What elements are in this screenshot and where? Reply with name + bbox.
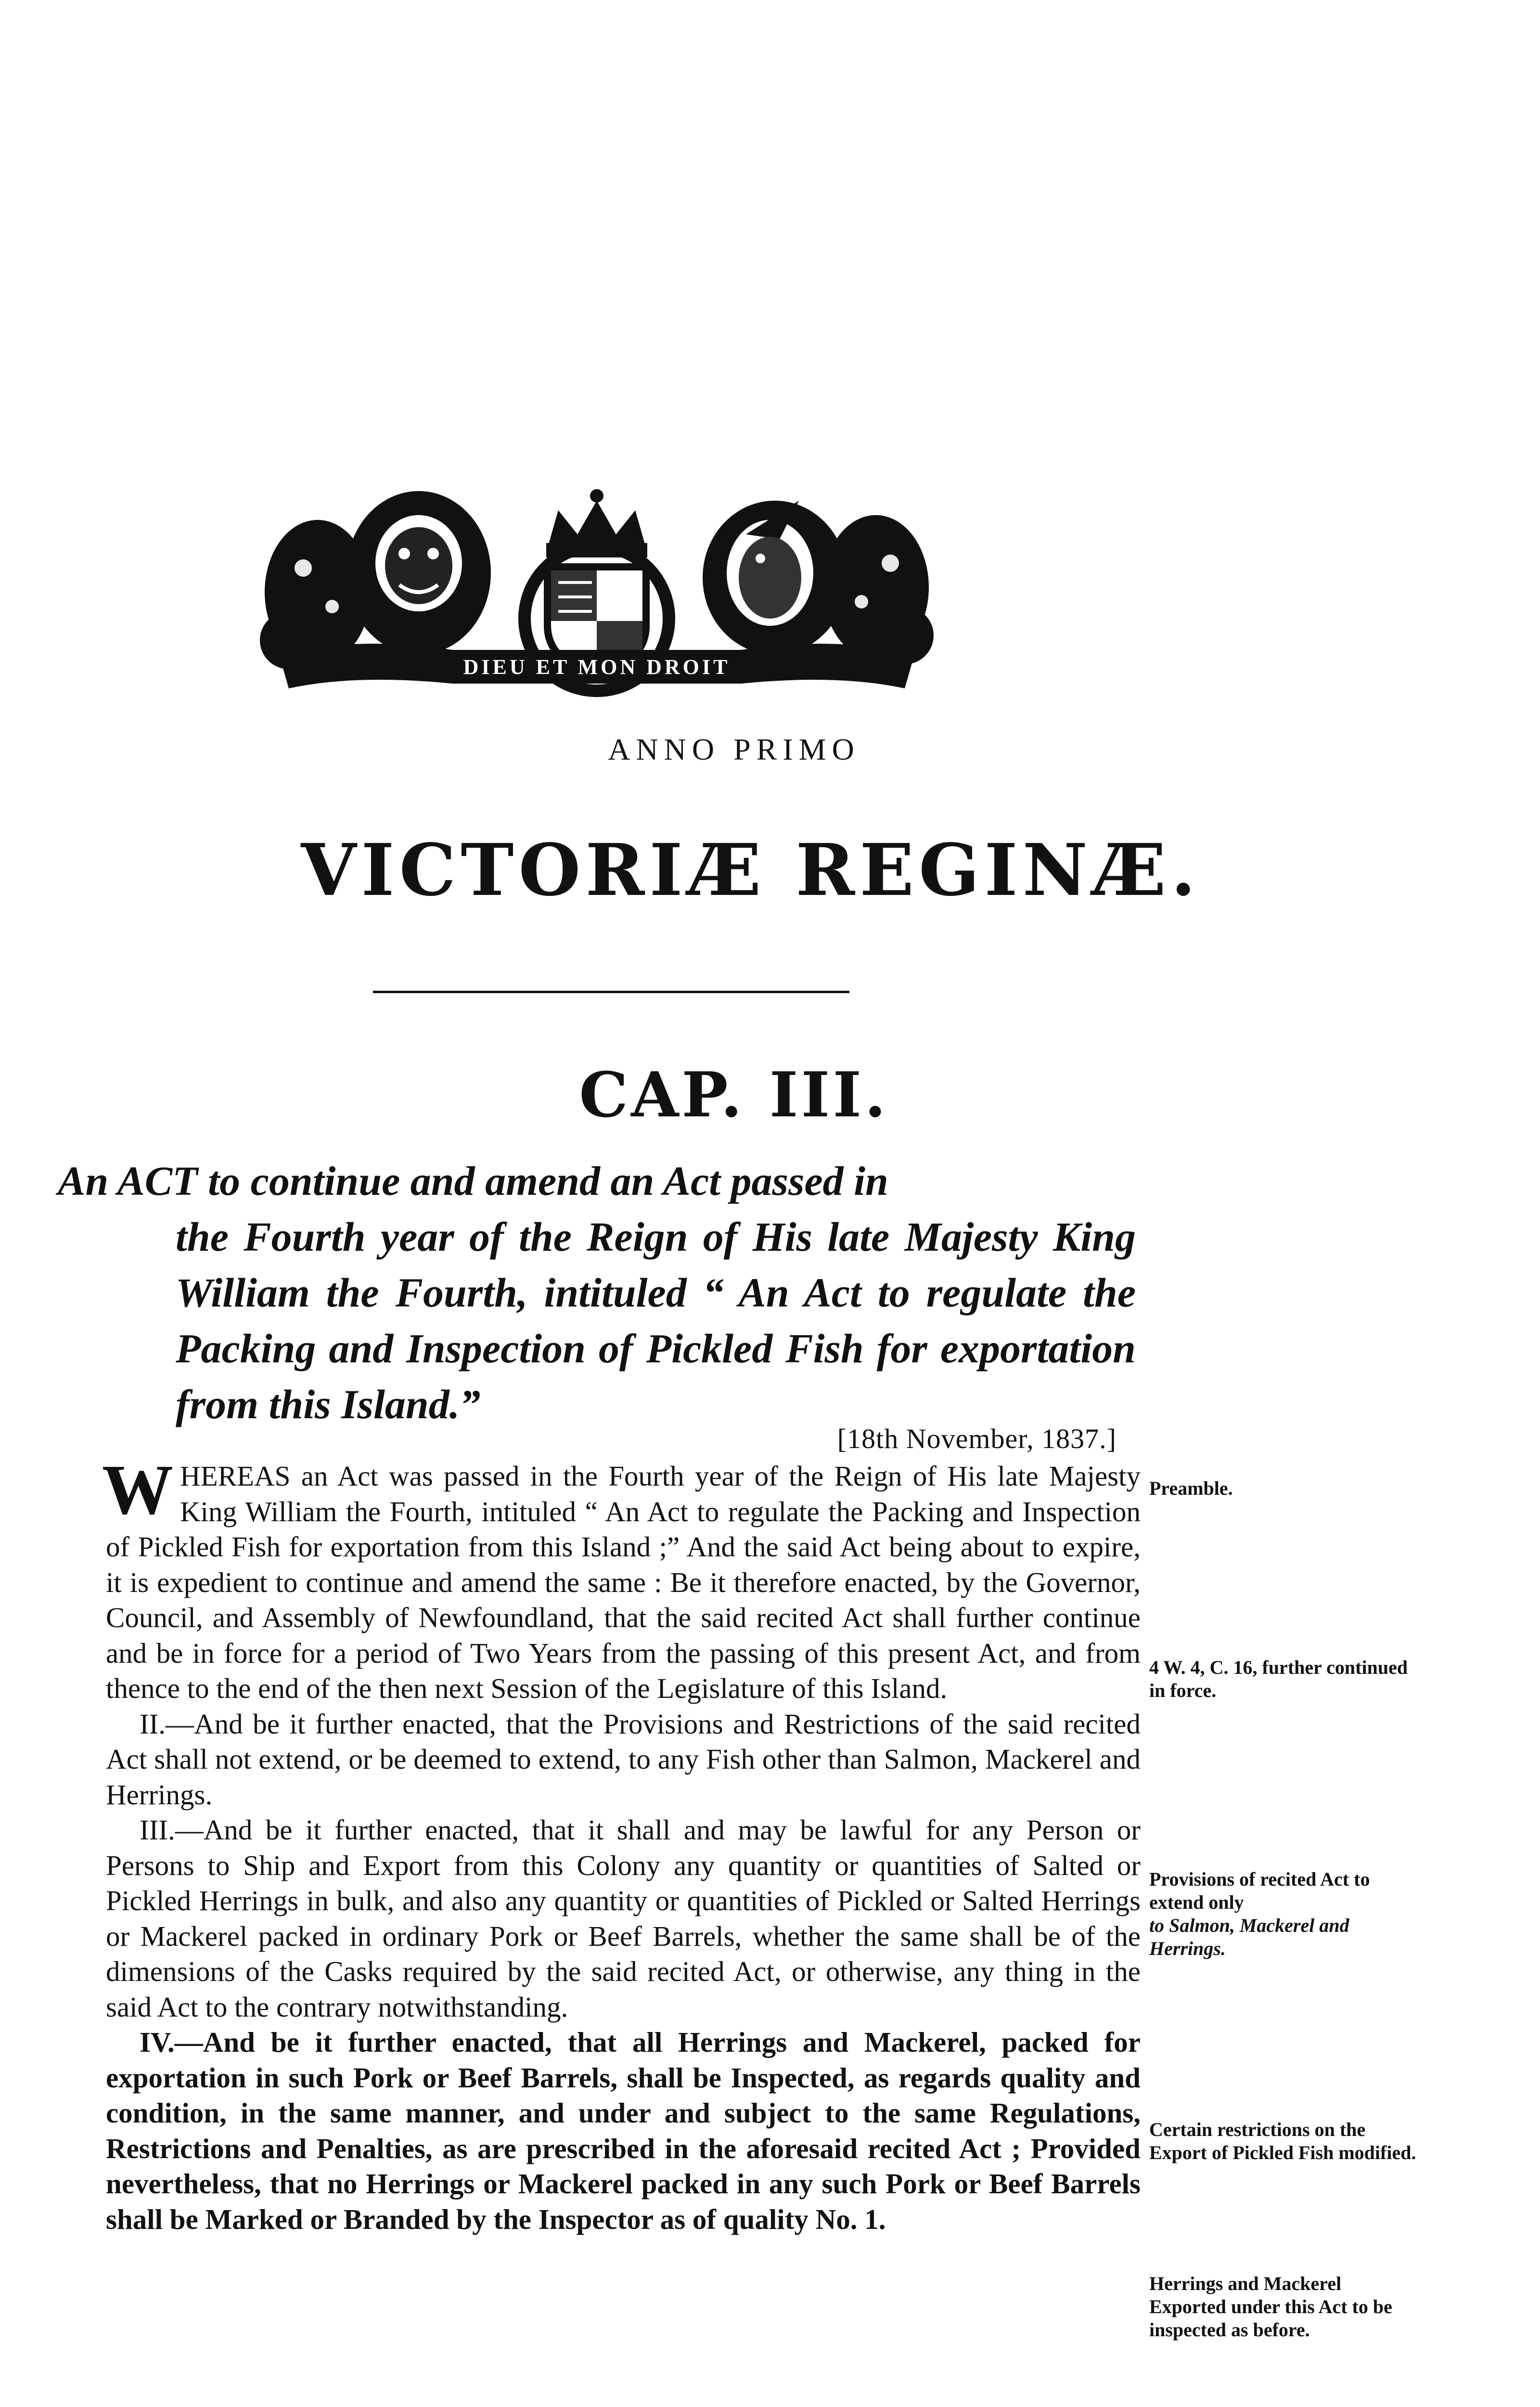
margin-note-inspection: Herrings and Mackerel Exported under this Act to be inspected as before.	[1149, 2273, 1392, 2341]
margin-note-continued: 4 W. 4, C. 16, further continued in force.	[1149, 1656, 1408, 1701]
act-title-line1: An ACT to continue and amend an Act passed in	[58, 1158, 888, 1204]
enactment-date: [18th November, 1837.]	[837, 1423, 1116, 1454]
section-3-paragraph: III.—And be it further enacted, that it shall and may be lawful for any Person or Persons to Ship and Export from this Colony any quantity or quantities of Salted or Pickled Herrings in bulk, and also any quantity or quantities of Pickled or Salted Herrings or Mackerel packed in ordinary Pork or Beef Barrels, whether the same shall be of the dimensions of the Casks required by the said recited Act, or otherwise, any thing in the said Act to the contrary notwithstanding.	[106, 1814, 1141, 2023]
act-body	[102, 1450, 1141, 2237]
regnal-heading: VICTORIÆ REGINÆ.	[301, 828, 1201, 912]
divider-rule	[373, 991, 849, 993]
margin-note-preamble: Preamble.	[1149, 1477, 1233, 1499]
chapter-heading: CAP. III.	[579, 1059, 889, 1131]
margin-note-restrictions: Certain restrictions on the Export of Pickled Fish modified.	[1149, 2119, 1416, 2163]
motto-text: DIEU ET MON DROIT	[463, 655, 731, 679]
section-4-paragraph: IV.—And be it further enacted, that all Herrings and Mackerel, packed for exportation in such Pork or Beef Barrels, shall be Inspected, as regards quality and condition, in the same manner, and under and subject to the same Regulations, Restrictions and Penalties, as are prescribed in the aforesaid recited Act ; Provided nevertheless, that no Herrings or Mackerel packed in any such Pork or Beef Barrels shall be Marked or Branded by the Inspector as of quality No. 1.	[106, 2026, 1141, 2235]
preamble-paragraph: WHEREAS an Act was passed in the Fourth year of the Reign of His late Majesty King William the Fourth, intituled “ An Act to regulate the Packing and Inspection of Pickled Fish for exportation from this Island ;” And the said Act being about to expire, it is expedient to continue and amend the same : Be it therefore enacted, by the Governor, Council, and Assembly of Newfoundland, that the said recited Act shall further continue and be in force for a period of Two Years from the passing of this present Act, and from thence to the end of the then next Session of the Legislature of this Island.	[102, 1450, 1141, 1704]
unicorn-supporter	[703, 501, 847, 655]
lion-supporter	[346, 491, 491, 655]
margin-note-provisions: Provisions of recited Act to extend only to Salmon, Mackerel and Herrings.	[1149, 1868, 1370, 1959]
drop-cap: W	[102, 1450, 173, 1529]
royal-arms-emblem	[260, 481, 934, 698]
section-2-paragraph: II.—And be it further enacted, that the Provisions and Restrictions of the said recited Act shall not extend, or be deemed to extend, to any Fish other than Salmon, Mackerel and Herrings.	[106, 1708, 1141, 1811]
anno-heading: ANNO PRIMO	[608, 732, 860, 766]
act-title-rest: the Fourth year of the Reign of His late Majesty King William the Fourth, intituled “ An Act to regulate the Packing and Inspection of Pickled Fish for exportation from this Island.”	[176, 1214, 1136, 1427]
act-title	[58, 1153, 1136, 1432]
